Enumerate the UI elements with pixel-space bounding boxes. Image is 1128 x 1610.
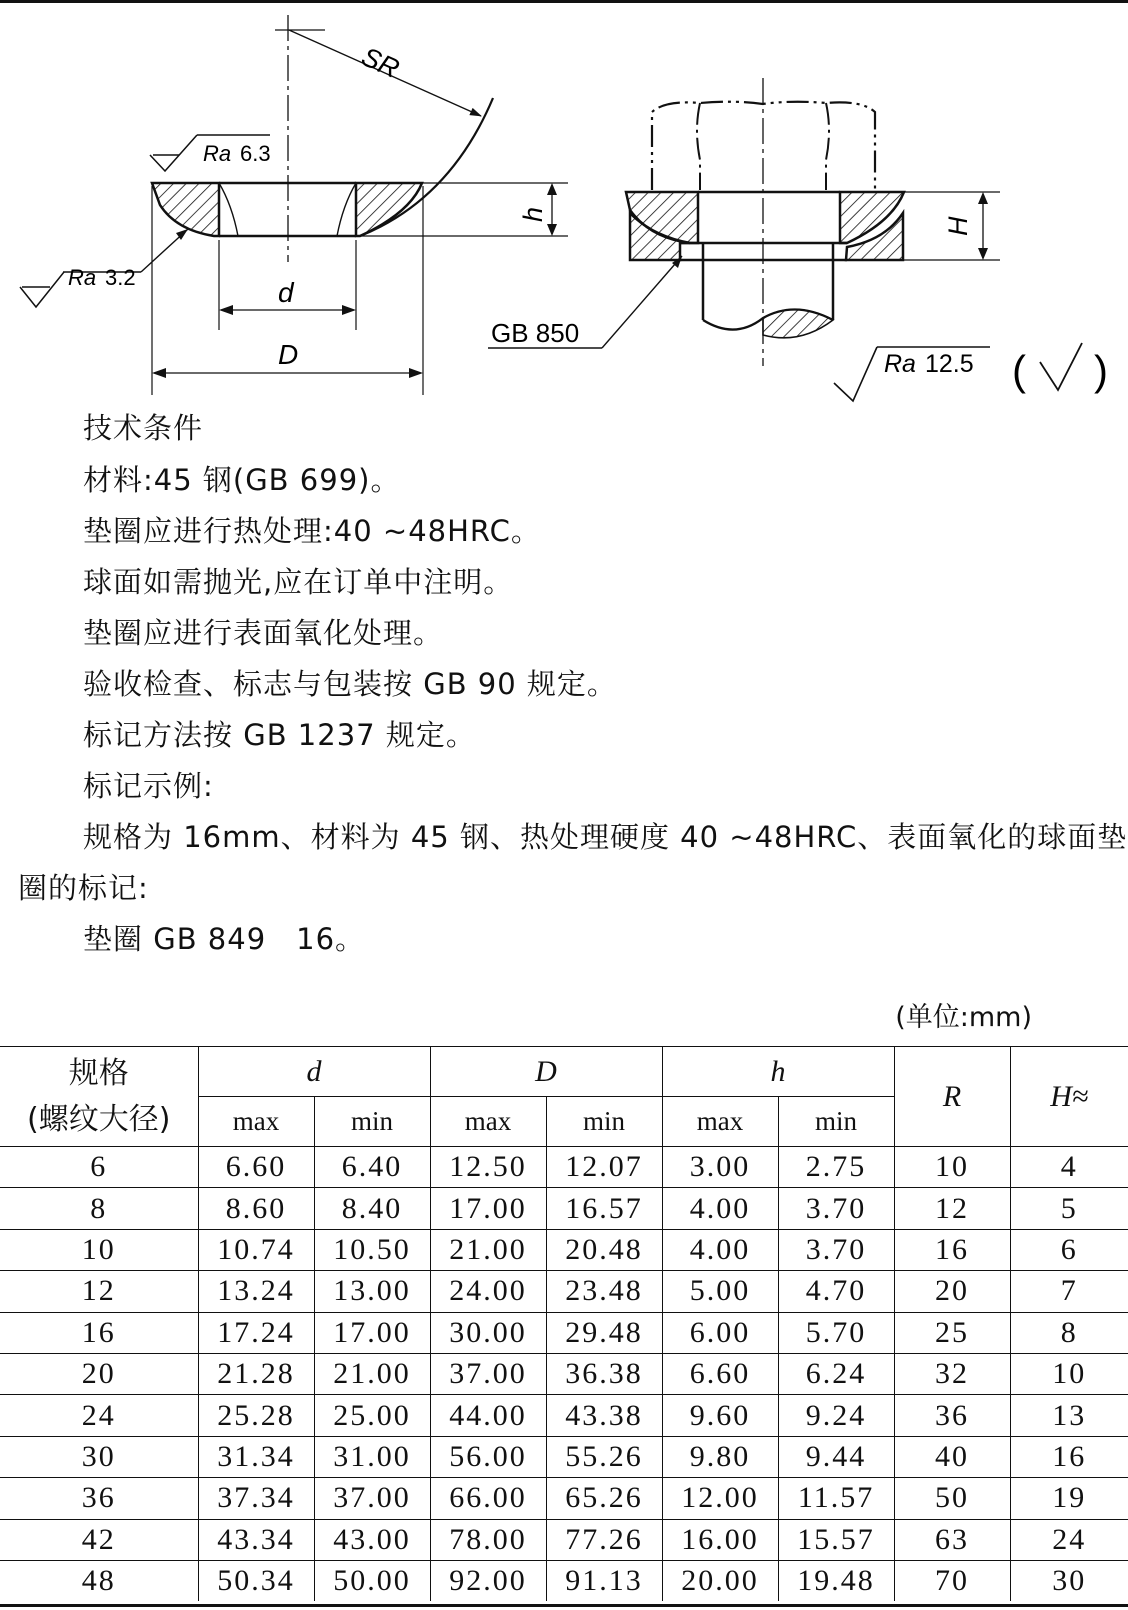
table-cell: 6.60: [198, 1147, 314, 1188]
table-cell: 10: [0, 1229, 198, 1270]
table-cell: 10: [894, 1147, 1010, 1188]
table-cell: 8.60: [198, 1188, 314, 1229]
table-cell: 6.60: [662, 1353, 778, 1394]
header-spec: [0, 1047, 198, 1147]
table-cell: 42: [0, 1519, 198, 1560]
table-cell: 23.48: [546, 1271, 662, 1312]
header-h: h: [662, 1047, 894, 1097]
table-cell: 9.24: [778, 1395, 894, 1436]
table-cell: 4: [1010, 1147, 1128, 1188]
table-cell: 31.34: [198, 1436, 314, 1477]
technical-drawing: [0, 0, 1128, 410]
header-d-max: max: [198, 1097, 314, 1147]
table-cell: 36: [0, 1478, 198, 1519]
table-cell: 30.00: [430, 1312, 546, 1353]
table-row: [0, 1147, 1128, 1188]
table-cell: 21.00: [314, 1353, 430, 1394]
table-cell: 16: [0, 1312, 198, 1353]
header-D: D: [430, 1047, 662, 1097]
h-label: h: [518, 206, 548, 222]
table-row: [0, 1478, 1128, 1519]
table-cell: 16.57: [546, 1188, 662, 1229]
table-cell: 63: [894, 1519, 1010, 1560]
paren-open: (: [1012, 347, 1026, 394]
table-cell: 92.00: [430, 1560, 546, 1601]
table-cell: 24: [0, 1395, 198, 1436]
ra-top-value: 6.3: [240, 141, 271, 166]
table-cell: 37.00: [430, 1353, 546, 1394]
table-cell: 7: [1010, 1271, 1128, 1312]
table-cell: 17.24: [198, 1312, 314, 1353]
note-marking-method: 标记方法按 GB 1237 规定。: [83, 718, 476, 752]
H-label: H: [943, 216, 973, 236]
table-cell: 56.00: [430, 1436, 546, 1477]
ra-left-value: 3.2: [105, 265, 136, 290]
ra-general-value: 12.5: [925, 350, 974, 378]
table-cell: 37.00: [314, 1478, 430, 1519]
check-symbol-icon: [1040, 343, 1082, 390]
header-d-min: min: [314, 1097, 430, 1147]
header-D-max: max: [430, 1097, 546, 1147]
table-row: [0, 1395, 1128, 1436]
table-cell: 8: [1010, 1312, 1128, 1353]
table-cell: 21.00: [430, 1229, 546, 1270]
ra-top-label: Ra: [203, 141, 232, 166]
table-cell: 10.50: [314, 1229, 430, 1270]
d-label: d: [278, 277, 294, 308]
table-cell: 9.80: [662, 1436, 778, 1477]
note-heat-treatment: 垫圈应进行热处理:40 ~48HRC。: [83, 514, 541, 548]
header-d: d: [198, 1047, 430, 1097]
table-row: [0, 1188, 1128, 1229]
ra-general-label: Ra: [884, 350, 916, 378]
header-h-max: max: [662, 1097, 778, 1147]
header-spec-line2: (螺纹大径): [27, 1101, 171, 1137]
table-cell: 10: [1010, 1353, 1128, 1394]
table-cell: 30: [0, 1436, 198, 1477]
table-cell: 8: [0, 1188, 198, 1229]
notes-heading: 技术条件: [83, 411, 204, 445]
table-cell: 11.57: [778, 1478, 894, 1519]
table-cell: 17.00: [430, 1188, 546, 1229]
table-cell: 16: [1010, 1436, 1128, 1477]
table-cell: 50.34: [198, 1560, 314, 1601]
table-cell: 12.00: [662, 1478, 778, 1519]
table-cell: 13: [1010, 1395, 1128, 1436]
table-row: [0, 1312, 1128, 1353]
table-cell: 29.48: [546, 1312, 662, 1353]
table-cell: 6.00: [662, 1312, 778, 1353]
table-cell: 13.24: [198, 1271, 314, 1312]
table-cell: 43.00: [314, 1519, 430, 1560]
header-spec-line1: 规格: [68, 1055, 129, 1091]
D-label: D: [278, 339, 299, 370]
spec-table: [0, 1046, 1128, 1601]
table-cell: 24: [1010, 1519, 1128, 1560]
table-cell: 21.28: [198, 1353, 314, 1394]
table-row: [0, 1353, 1128, 1394]
table-cell: 20.00: [662, 1560, 778, 1601]
header-H: H≈: [1010, 1047, 1128, 1147]
table-cell: 91.13: [546, 1560, 662, 1601]
table-cell: 25.28: [198, 1395, 314, 1436]
table-cell: 15.57: [778, 1519, 894, 1560]
table-cell: 78.00: [430, 1519, 546, 1560]
header-D-min: min: [546, 1097, 662, 1147]
table-cell: 17.00: [314, 1312, 430, 1353]
table-cell: 16.00: [662, 1519, 778, 1560]
table-cell: 20: [894, 1271, 1010, 1312]
table-cell: 19.48: [778, 1560, 894, 1601]
assembly-view: [488, 78, 1108, 401]
table-row: [0, 1271, 1128, 1312]
table-cell: 16: [894, 1229, 1010, 1270]
table-cell: 9.44: [778, 1436, 894, 1477]
table-cell: 13.00: [314, 1271, 430, 1312]
table-cell: 43.38: [546, 1395, 662, 1436]
table-cell: 12.50: [430, 1147, 546, 1188]
header-R: R: [894, 1047, 1010, 1147]
gb-ref-label: GB 850: [491, 318, 580, 348]
table-cell: 4.00: [662, 1229, 778, 1270]
table-cell: 12.07: [546, 1147, 662, 1188]
table-row: [0, 1519, 1128, 1560]
table-cell: 36: [894, 1395, 1010, 1436]
washer-section-view: [20, 15, 568, 395]
table-cell: 20: [0, 1353, 198, 1394]
table-cell: 43.34: [198, 1519, 314, 1560]
table-cell: 10.74: [198, 1229, 314, 1270]
table-cell: 77.26: [546, 1519, 662, 1560]
example-text-line1: 规格为 16mm、材料为 45 钢、热处理硬度 40 ~48HRC、表面氧化的球面垫: [83, 820, 1128, 854]
note-material: 材料:45 钢(GB 699)。: [83, 463, 401, 497]
table-row: [0, 1560, 1128, 1601]
table-cell: 9.60: [662, 1395, 778, 1436]
table-cell: 55.26: [546, 1436, 662, 1477]
table-cell: 12: [0, 1271, 198, 1312]
header-h-min: min: [778, 1097, 894, 1147]
table-cell: 50.00: [314, 1560, 430, 1601]
table-cell: 30: [1010, 1560, 1128, 1601]
table-cell: 25.00: [314, 1395, 430, 1436]
table-cell: 6.40: [314, 1147, 430, 1188]
table-cell: 65.26: [546, 1478, 662, 1519]
washer-right-section: [356, 183, 422, 236]
example-text-line2: 圈的标记:: [18, 871, 149, 905]
table-cell: 32: [894, 1353, 1010, 1394]
table-cell: 44.00: [430, 1395, 546, 1436]
table-cell: 5.70: [778, 1312, 894, 1353]
table-cell: 5.00: [662, 1271, 778, 1312]
table-cell: 6: [0, 1147, 198, 1188]
table-cell: 37.34: [198, 1478, 314, 1519]
note-polish: 球面如需抛光,应在订单中注明。: [83, 565, 514, 599]
bottom-rule: [0, 1604, 1128, 1607]
table-cell: 3.00: [662, 1147, 778, 1188]
table-row: [0, 1229, 1128, 1270]
washer-left-section: [152, 183, 219, 236]
table-cell: 70: [894, 1560, 1010, 1601]
table-cell: 25: [894, 1312, 1010, 1353]
table-cell: 3.70: [778, 1229, 894, 1270]
example-mark: 垫圈 GB 849 16。: [83, 922, 366, 956]
table-cell: 20.48: [546, 1229, 662, 1270]
table-cell: 4.70: [778, 1271, 894, 1312]
example-heading: 标记示例:: [83, 769, 214, 803]
table-cell: 66.00: [430, 1478, 546, 1519]
ra-left-label: Ra: [68, 265, 97, 290]
table-cell: 8.40: [314, 1188, 430, 1229]
table-row: [0, 1436, 1128, 1477]
note-inspection: 验收检查、标志与包装按 GB 90 规定。: [83, 667, 617, 701]
note-oxidation: 垫圈应进行表面氧化处理。: [83, 616, 444, 650]
table-cell: 40: [894, 1436, 1010, 1477]
unit-label: (单位:mm): [895, 1002, 1032, 1033]
paren-close: ): [1094, 347, 1108, 394]
sr-label: SR: [357, 41, 404, 84]
table-cell: 19: [1010, 1478, 1128, 1519]
table-cell: 50: [894, 1478, 1010, 1519]
table-cell: 12: [894, 1188, 1010, 1229]
table-cell: 6.24: [778, 1353, 894, 1394]
table-cell: 4.00: [662, 1188, 778, 1229]
table-cell: 2.75: [778, 1147, 894, 1188]
table-cell: 31.00: [314, 1436, 430, 1477]
table-cell: 6: [1010, 1229, 1128, 1270]
table-cell: 5: [1010, 1188, 1128, 1229]
table-cell: 36.38: [546, 1353, 662, 1394]
table-cell: 48: [0, 1560, 198, 1601]
table-cell: 24.00: [430, 1271, 546, 1312]
table-cell: 3.70: [778, 1188, 894, 1229]
